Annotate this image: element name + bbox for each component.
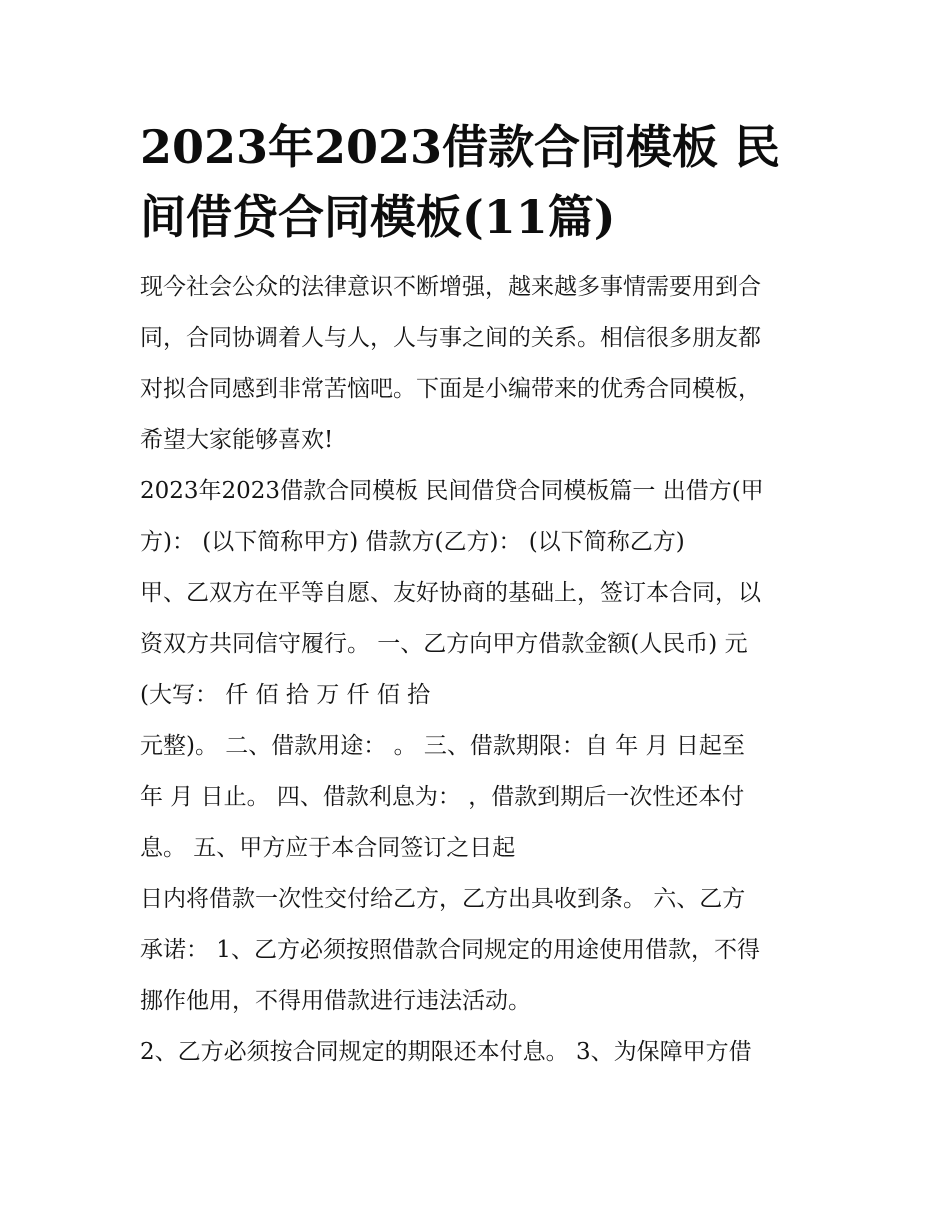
body-line: 日内将借款一次性交付给乙方，乙方出具收到条。 六、乙方 [140, 886, 746, 912]
document-content [140, 112, 816, 1078]
body-line: (大写： 仟 佰 拾 万 仟 佰 拾 [140, 682, 431, 708]
body-line: 资双方共同信守履行。 一、乙方向甲方借款金额(人民币) 元 [140, 631, 748, 657]
body-line: 同，合同协调着人与人，人与事之间的关系。相信很多朋友都 [140, 325, 761, 351]
document-body [140, 262, 816, 1078]
body-line: 甲、乙双方在平等自愿、友好协商的基础上，签订本合同，以 [140, 580, 761, 606]
body-line: 承诺： 1、乙方必须按照借款合同规定的用途使用借款，不得 [140, 937, 760, 963]
body-line: 2023年2023借款合同模板 民间借贷合同模板篇一 出借方(甲 [140, 478, 764, 504]
body-line: 现今社会公众的法律意识不断增强，越来越多事情需要用到合 [140, 274, 761, 300]
body-line: 2、乙方必须按合同规定的期限还本付息。 3、为保障甲方借 [140, 1039, 752, 1065]
document-title [140, 112, 816, 252]
body-line: 希望大家能够喜欢! [140, 427, 334, 453]
body-line: 息。 五、甲方应于本合同签订之日起 [140, 835, 516, 861]
body-line: 挪作他用，不得用借款进行违法活动。 [140, 988, 531, 1014]
body-line: 方)： (以下简称甲方) 借款方(乙方)： (以下简称乙方) [140, 529, 685, 555]
title-line: 2023年2023借款合同模板 民 [140, 120, 781, 174]
body-line: 年 月 日止。 四、借款利息为： ，借款到期后一次性还本付 [140, 784, 745, 810]
body-line: 对拟合同感到非常苦恼吧。下面是小编带来的优秀合同模板， [140, 376, 761, 402]
title-line: 间借贷合同模板(11篇) [140, 190, 616, 244]
body-line: 元整)。 二、借款用途： 。 三、借款期限：自 年 月 日起至 [140, 733, 745, 759]
